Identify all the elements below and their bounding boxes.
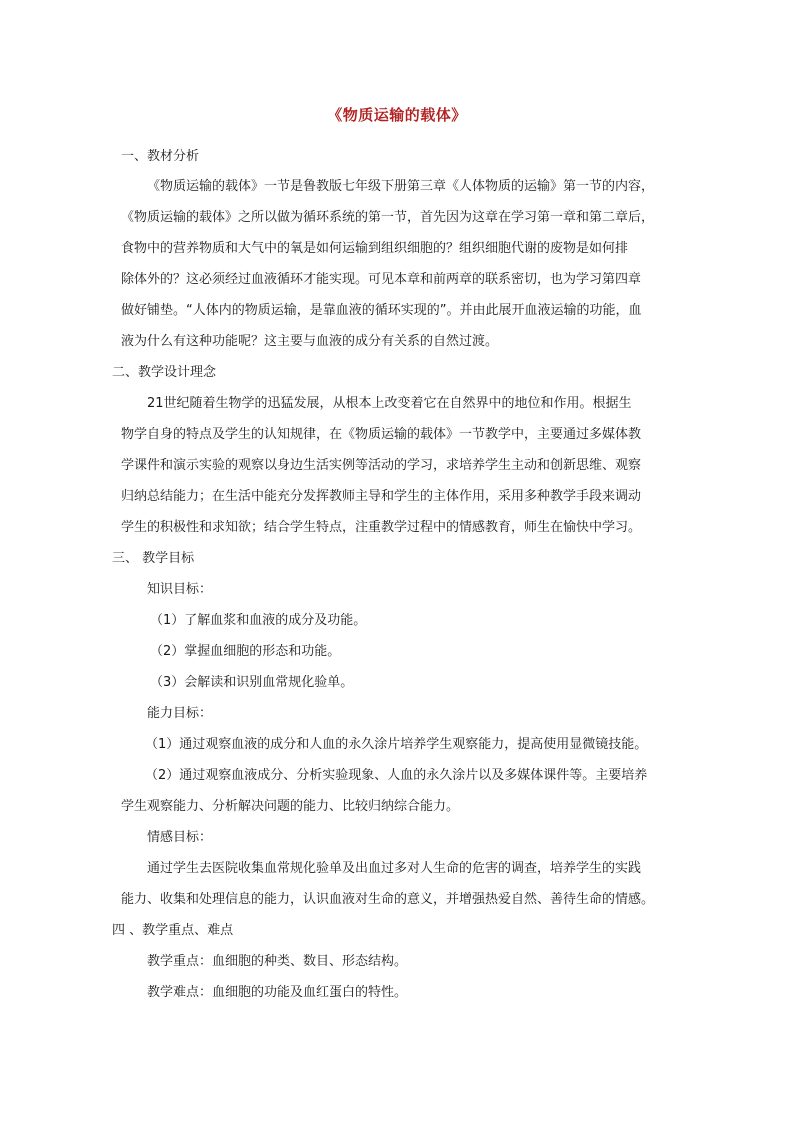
paragraph-line: 除体外的？这必须经过血液循环才能实现。可见本章和前两章的联系密切，也为学习第四章 xyxy=(121,272,642,287)
subheading: 知识目标： xyxy=(147,582,213,597)
paragraph-line: 教学难点：血细胞的功能及血红蛋白的特性。 xyxy=(147,985,408,1000)
paragraph-line: 能力、收集和处理信息的能力，认识血液对生命的意义，并增强热爱自然、善待生命的情感。 xyxy=(121,892,655,907)
paragraph-line: 《物质运输的载体》之所以做为循环系统的第一节，首先因为这章在学习第一章和第二章后， xyxy=(121,210,655,225)
section-heading: 二、教学设计理念 xyxy=(112,365,217,380)
paragraph-line: 物学自身的特点及学生的认知规律，在《物质运输的载体》一节教学中，主要通过多媒体教 xyxy=(121,427,642,442)
document-title: 《物质运输的载体》 xyxy=(327,106,467,124)
paragraph-line: 液为什么有这种功能呢？这主要与血液的成分有关系的自然过渡。 xyxy=(121,334,499,349)
list-item: （2）掌握血细胞的形态和功能。 xyxy=(150,644,341,659)
paragraph-line: 教学重点：血细胞的种类、数目、形态结构。 xyxy=(147,954,408,969)
list-item: （2）通过观察血液成分、分析实验现象、人血的永久涂片以及多媒体课件等。主要培养 xyxy=(145,768,648,783)
list-item: （1）通过观察血液的成分和人血的永久涂片培养学生观察能力，提高使用显微镜技能。 xyxy=(145,737,648,752)
section-heading: 四 、教学重点、难点 xyxy=(112,923,234,938)
paragraph-line: 通过学生去医院收集血常规化验单及出血过多对人生命的危害的调查，培养学生的实践 xyxy=(147,861,642,876)
section-heading: 三、 教学目标 xyxy=(112,551,195,566)
subheading: 能力目标： xyxy=(147,706,213,721)
paragraph-line: 学生观察能力、分析解决问题的能力、比较归纳综合能力。 xyxy=(121,799,460,814)
paragraph-line: 学生的积极性和求知欲；结合学生特点，注重教学过程中的情感教育，师生在愉快中学习。 xyxy=(121,520,642,535)
section-heading: 一、教材分析 xyxy=(121,149,200,164)
paragraph-line: 做好铺垫。“人体内的物质运输，是靠血液的循环实现的”。并由此展开血液运输的功能，血 xyxy=(121,303,642,318)
paragraph-line: 21世纪随着生物学的迅猛发展，从根本上改变着它在自然界中的地位和作用。根据生 xyxy=(147,396,632,411)
list-item: （1）了解血浆和血液的成分及功能。 xyxy=(150,613,367,628)
list-item: （3）会解读和识别血常规化验单。 xyxy=(150,675,354,690)
paragraph-line: 《物质运输的载体》一节是鲁教版七年级下册第三章《人体物质的运输》第一节的内容， xyxy=(147,179,655,194)
paragraph-line: 食物中的营养物质和大气中的氧是如何运输到组织细胞的？组织细胞代谢的废物是如何排 xyxy=(121,241,629,256)
paragraph-line: 学课件和演示实验的观察以身边生活实例等活动的学习，求培养学生主动和创新思维、观察 xyxy=(121,458,642,473)
subheading: 情感目标： xyxy=(147,830,213,845)
paragraph-line: 归纳总结能力；在生活中能充分发挥教师主导和学生的主体作用，采用多种教学手段来调动 xyxy=(121,489,642,504)
